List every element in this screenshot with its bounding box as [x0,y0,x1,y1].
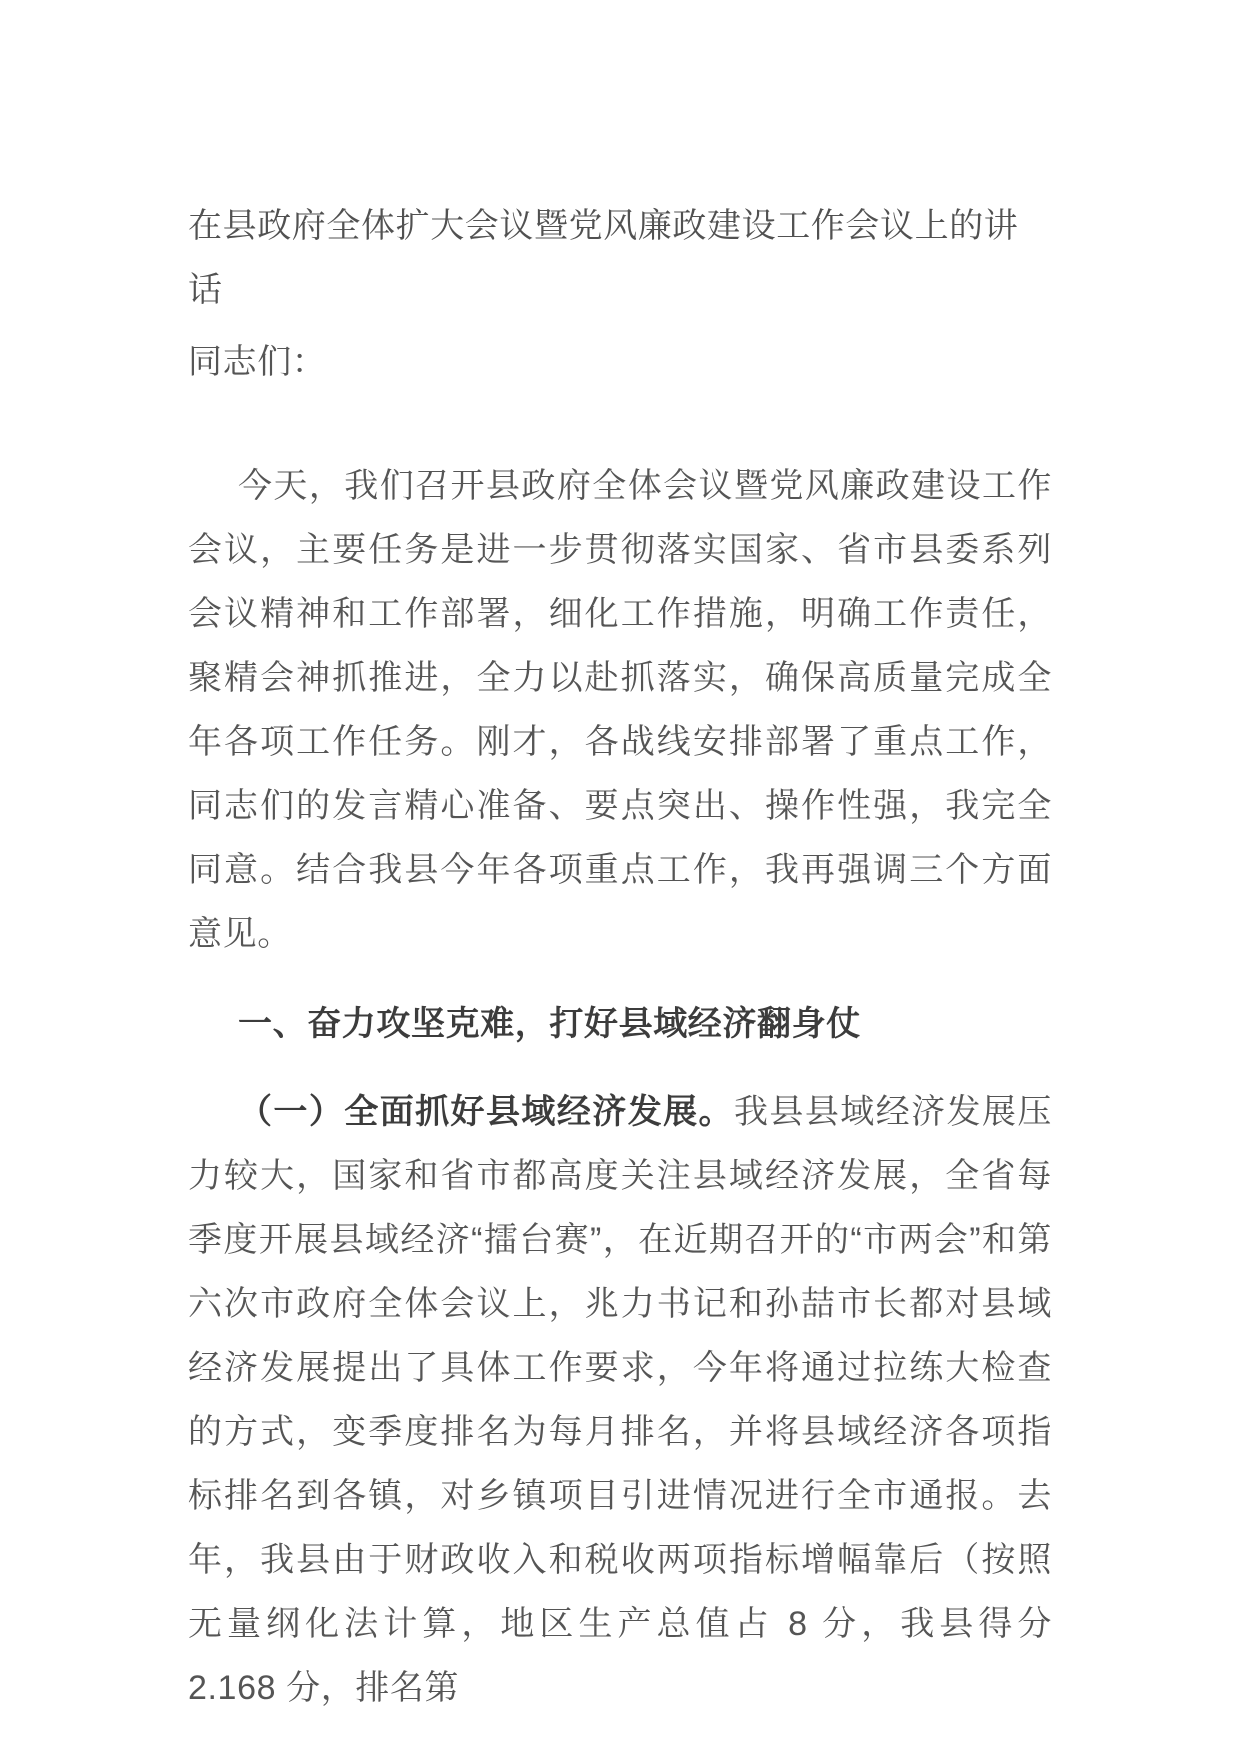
greeting-line: 同志们： [188,343,327,381]
section-1-item-1-body: 我县县域经济发展压力较大，国家和省市都高度关注县域经济发展，全省每季度开展县域经济“擂台赛”，在近期召开的“市两会”和第六次市政府全体会议上，兆力书记和孙喆市长都对县域经济发展提出了具体工作要求，今年将通过拉练大检查的方式，变季度排名为每月排名，并将县域经济各项指标排名到各镇，对乡镇项目引进情况进行全市通报。去年，我县由于财政收入和税收两项指标增幅靠后（按照无量纲化法计算，地区生产总值占 8 分，我县得分 2.168 分，排名第 [188,1093,1052,1707]
section-1-heading: 一、奋力攻坚克难，打好县域经济翻身仗 [238,1005,861,1043]
document-title: 在县政府全体扩大会议暨党风廉政建设工作会议上的讲话 [188,207,1019,309]
section-1-paragraph [188,1080,1052,1720]
section-1-item-1-lead: （一）全面抓好县域经济发展。 [238,1093,734,1131]
opening-paragraph: 今天，我们召开县政府全体会议暨党风廉政建设工作会议，主要任务是进一步贯彻落实国家、省市县委系列会议精神和工作部署，细化工作措施，明确工作责任，聚精会神抓推进，全力以赴抓落实，确保高质量完成全年各项工作任务。刚才，各战线安排部署了重点工作，同志们的发言精心准备、要点突出、操作性强，我完全同意。结合我县今年各项重点工作，我再强调三个方面意见。 [188,467,1052,953]
